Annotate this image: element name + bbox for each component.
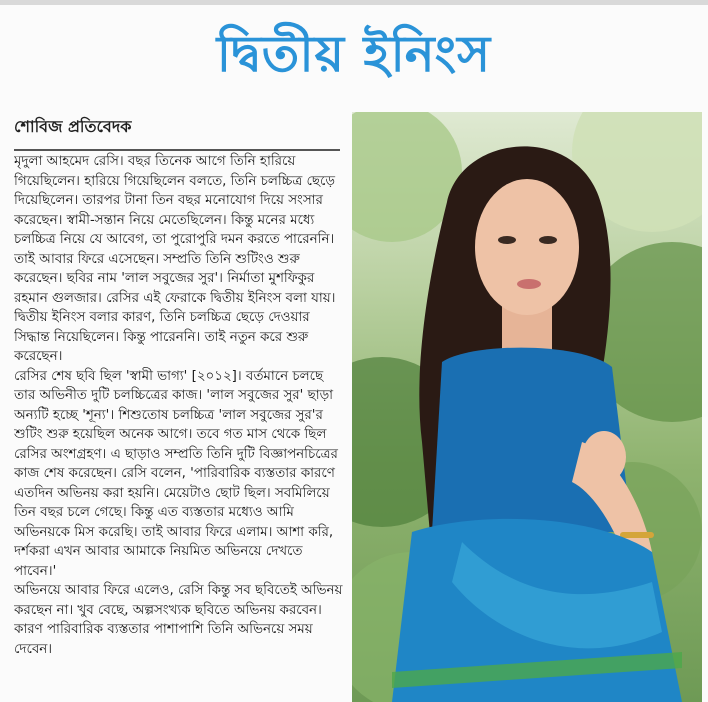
top-rule — [0, 0, 708, 5]
portrait-photo — [352, 112, 702, 702]
byline: শোবিজ প্রতিবেদক — [14, 114, 340, 151]
article-paragraph: রেসির শেষ ছবি ছিল 'স্বামী ভাগ্য' [২০১২]। বর্তমানে চলছে তার অভিনীত দুটি চলচ্চিত্রের কাজ। 'লাল সবুজের সুর' ছাড়া অন্যটি হচ্ছে 'শূন্য'। শিশুতোষ চলচ্চিত্র 'লাল সবুজের সুর'র শুটিং শুরু হয়েছিল অনেক আগে। তবে গত মাস থেকে ছিল রেসির অংশগ্রহণ। এ ছাড়াও সম্প্রতি তিনি দুটি বিজ্ঞাপনচিত্রের কাজ শেষ করেছেন। রেসি বলেন, 'পারিবারিক ব্যস্ততার কারণে এতদিন অভিনয় করা হয়নি। মেয়েটাও ছোট ছিল। সবমিলিয়ে তিন বছর চলে গেছে। কিন্তু এত ব্যস্ততার মধ্যেও আমি অভিনয়কে মিস করেছি। তাই আবার ফিরে এলাম। আশা করি, দর্শকরা এখন আবার আমাকে নিয়মিত অভিনয়ে দেখতে পাবেন।' — [14, 368, 338, 579]
article-body — [14, 152, 344, 702]
portrait-illustration — [352, 112, 702, 702]
article-paragraph: মৃদুলা আহমেদ রেসি। বছর তিনেক আগে তিনি হারিয়ে গিয়েছিলেন। হারিয়ে গিয়েছিলেন বলতে, তিনি চলচ্চিত্র ছেড়ে দিয়েছিলেন। তারপর টানা তিন বছর মনোযোগ দিয়ে সংসার করেছেন। স্বামী-সন্তান নিয়ে মেতেছিলেন। কিন্তু মনের মধ্যে চলচ্চিত্র নিয়ে যে আবেগ, তা পুরোপুরি দমন করতে পারেননি। তাই আবার ফিরে এসেছেন। সম্প্রতি তিনি শুটিংও শুরু করেছেন। ছবির নাম 'লাল সবুজের সুর'। নির্মাতা মুশফিকুর রহমান গুলজার। রেসির এই ফেরাকে দ্বিতীয় ইনিংস বলা যায়। দ্বিতীয় ইনিংস বলার কারণ, তিনি চলচ্চিত্র ছেড়ে দেওয়ার সিদ্ধান্ত নিয়েছিলেন। কিন্তু পারেননি। তাই নতুন করে শুরু করেছেন। — [14, 154, 336, 364]
article-paragraph: অভিনয়ে আবার ফিরে এলেও, রেসি কিন্তু সব ছবিতেই অভিনয় করছেন না। খুব বেছে, অল্পসংখ্যক ছবিতে অভিনয় করবেন। কারণ পারিবারিক ব্যস্ততার পাশাপাশি তিনি অভিনয়ে সময় দেবেন। — [14, 583, 343, 657]
headline: দ্বিতীয় ইনিংস — [216, 25, 492, 83]
